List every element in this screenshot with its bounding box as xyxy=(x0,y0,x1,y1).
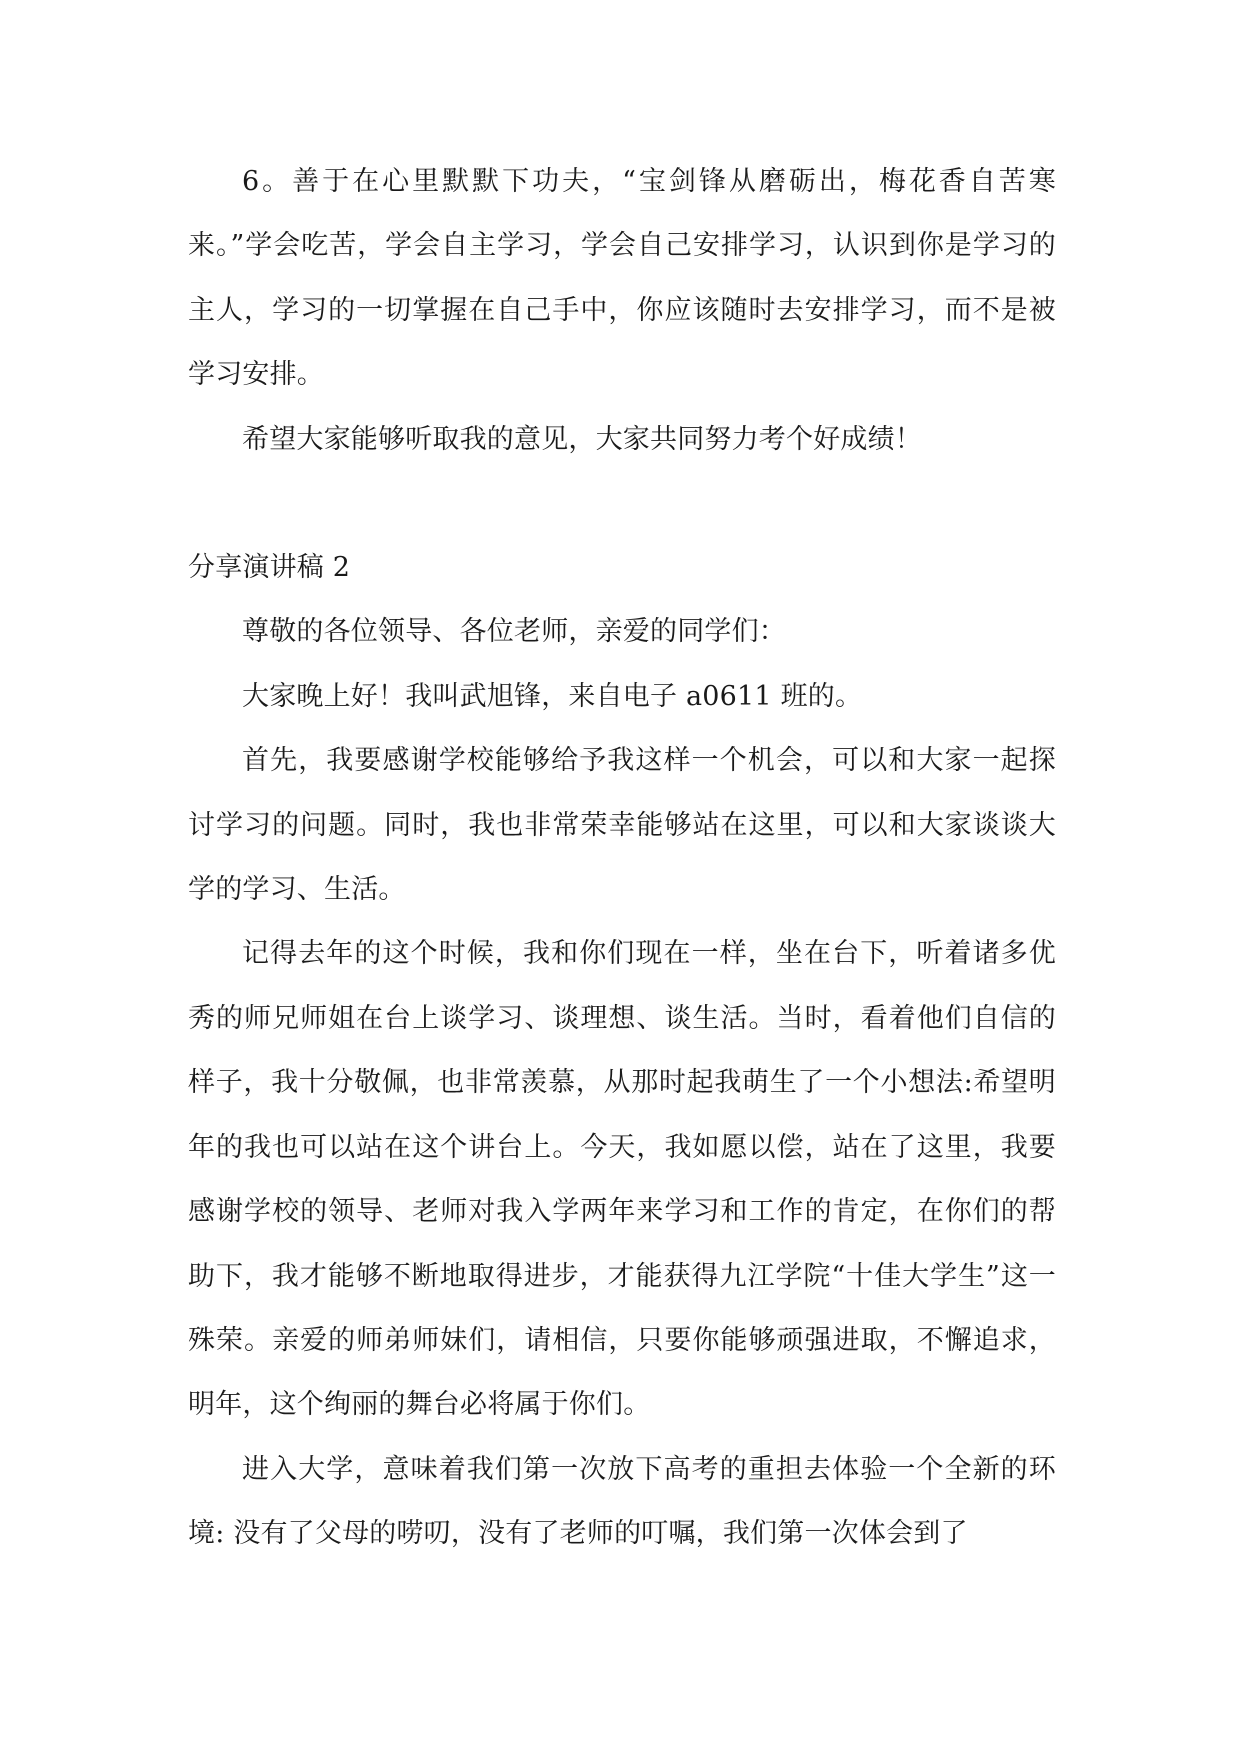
paragraph-salutation: 尊敬的各位领导、各位老师，亲爱的同学们： xyxy=(242,616,786,648)
document-body xyxy=(188,150,1056,1567)
paragraph-tip-6: 6。善于在心里默默下功夫，“宝剑锋从磨砺出，梅花香自苦寒来。”学会吃苦，学会自主学习，学会自己安排学习，认识到你是学习的主人，学习的一切掌握在自己手中，你应该随时去安排学习，而不是被学习安排。 xyxy=(188,166,1056,391)
paragraph-thanks: 首先，我要感谢学校能够给予我这样一个机会，可以和大家一起探讨学习的问题。同时，我也非常荣幸能够站在这里，可以和大家谈谈大学的学习、生活。 xyxy=(188,745,1056,906)
paragraph-entering-university: 进入大学，意味着我们第一次放下高考的重担去体验一个全新的环境: 没有了父母的唠叨，没有了老师的叮嘱，我们第一次体会到了 xyxy=(188,1453,1056,1550)
paragraph-last-year: 记得去年的这个时候，我和你们现在一样，坐在台下，听着诸多优秀的师兄师姐在台上谈学习、谈理想、谈生活。当时，看着他们自信的样子，我十分敬佩，也非常羡慕，从那时起我萌生了一个小想法:希望明年的我也可以站在这个讲台上。今天，我如愿以偿，站在了这里，我要感谢学校的领导、老师对我入学两年来学习和工作的肯定，在你们的帮助下，我才能够不断地取得进步，才能获得九江学院“十佳大学生”这一殊荣。亲爱的师弟师妹们，请相信，只要你能够顽强进取，不懈追求，明年，这个绚丽的舞台必将属于你们。 xyxy=(188,938,1056,1421)
paragraph-greeting: 大家晚上好！我叫武旭锋，来自电子 a0611 班的。 xyxy=(242,680,863,712)
section-heading: 分享演讲稿 2 xyxy=(188,552,351,584)
paragraph-closing-wish: 希望大家能够听取我的意见，大家共同努力考个好成绩！ xyxy=(242,423,922,455)
